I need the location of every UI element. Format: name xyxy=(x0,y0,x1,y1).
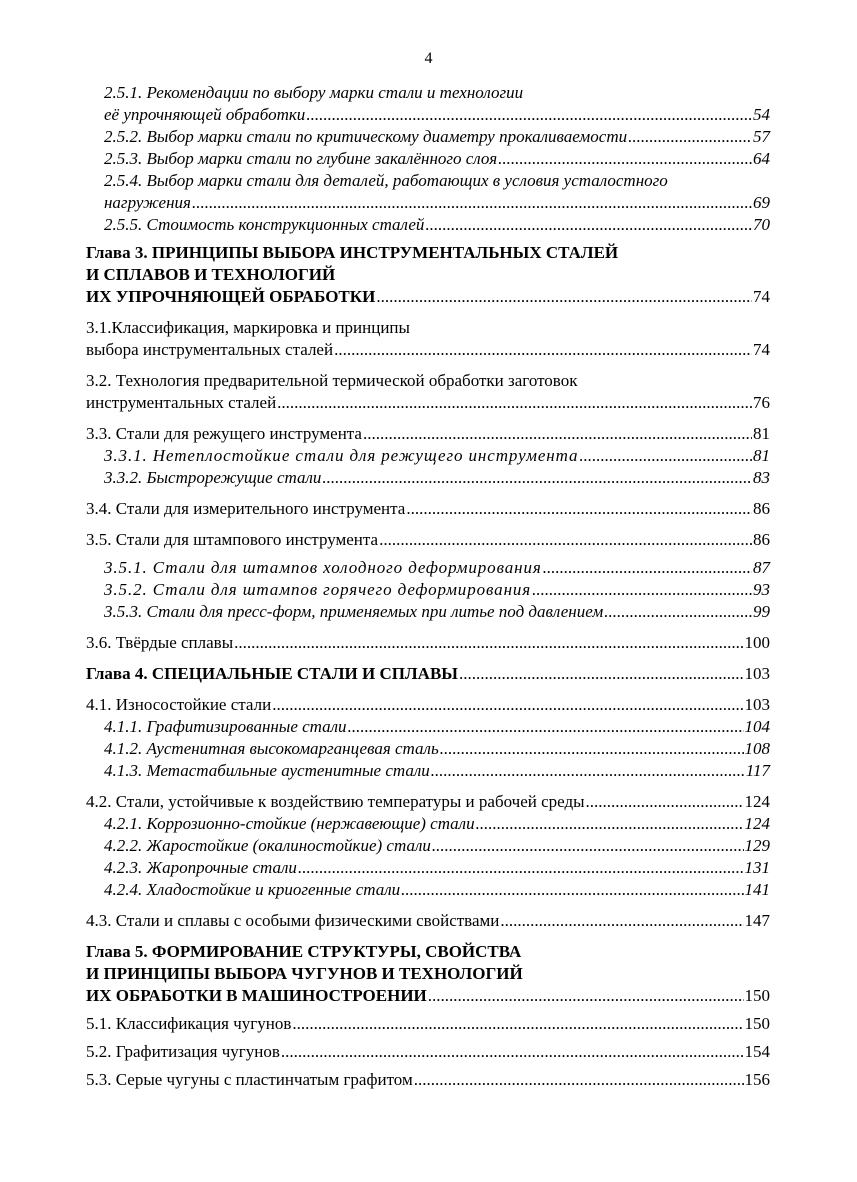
toc-2-5-4-line1: 2.5.4. Выбор марки стали для деталей, работающих в условия усталостного xyxy=(104,171,668,190)
toc-page: 99 xyxy=(753,602,770,621)
dot-leader xyxy=(604,601,752,623)
dot-leader xyxy=(306,104,752,126)
toc-title: 4.2.1. Коррозионно-стойкие (нержавеющие) стали xyxy=(104,814,475,833)
toc-entry-3-2 xyxy=(86,392,770,414)
toc-page: 86 xyxy=(753,499,770,518)
toc-title: 3.3.2. Быстрорежущие стали xyxy=(104,468,322,487)
toc-entry-4-1-1 xyxy=(86,716,770,738)
dot-leader xyxy=(428,985,744,1007)
dot-leader xyxy=(459,663,744,685)
toc-title: 3.4. Стали для измерительного инструмента xyxy=(86,499,406,518)
toc-page: 150 xyxy=(744,986,770,1005)
toc-page: 147 xyxy=(744,911,770,930)
toc-entry-3-5-3 xyxy=(86,601,770,623)
toc-page: 93 xyxy=(753,580,770,599)
dot-leader xyxy=(414,1069,744,1091)
toc-title: ИХ УПРОЧНЯЮЩЕЙ ОБРАБОТКИ xyxy=(86,287,376,306)
dot-leader xyxy=(192,192,752,214)
toc-title: инструментальных сталей xyxy=(86,393,277,412)
toc-entry-5-2 xyxy=(86,1041,770,1063)
toc-entry-4-1-3 xyxy=(86,760,770,782)
toc-title: её упрочняющей обработки xyxy=(104,105,306,124)
toc-title: 4.2. Стали, устойчивые к воздействию температуры и рабочей среды xyxy=(86,792,585,811)
toc-page: 131 xyxy=(744,858,770,877)
dot-leader xyxy=(440,738,744,760)
dot-leader xyxy=(579,445,752,467)
toc-page: 156 xyxy=(744,1070,770,1089)
toc-entry-4-3 xyxy=(86,910,770,932)
toc-page: 83 xyxy=(753,468,770,487)
toc-title: 4.1.1. Графитизированные стали xyxy=(104,717,347,736)
dot-leader xyxy=(476,813,744,835)
toc-entry-3-3-1 xyxy=(86,445,770,467)
toc-title: Глава 4. СПЕЦИАЛЬНЫЕ СТАЛИ И СПЛАВЫ xyxy=(86,664,458,683)
toc-page: 74 xyxy=(753,340,770,359)
dot-leader xyxy=(322,467,752,489)
chapter-5-line2: И ПРИНЦИПЫ ВЫБОРА ЧУГУНОВ И ТЕХНОЛОГИЙ xyxy=(86,964,523,983)
toc-title: 3.6. Твёрдые сплавы xyxy=(86,633,234,652)
toc-page: 64 xyxy=(753,149,770,168)
toc-entry-4-2-4 xyxy=(86,879,770,901)
toc-page: 154 xyxy=(744,1042,770,1061)
dot-leader xyxy=(628,126,752,148)
dot-leader xyxy=(432,835,744,857)
toc-title: 3.3. Стали для режущего инструмента xyxy=(86,424,362,443)
toc-3-1-line1: 3.1.Классификация, маркировка и принципы xyxy=(86,318,410,337)
toc-page: 76 xyxy=(753,393,770,412)
toc-page: 81 xyxy=(753,424,770,443)
dot-leader xyxy=(500,910,743,932)
chapter-5-line1: Глава 5. ФОРМИРОВАНИЕ СТРУКТУРЫ, СВОЙСТВА xyxy=(86,942,522,961)
toc-entry-3-1 xyxy=(86,339,770,361)
toc-entry-chapter-5 xyxy=(86,985,770,1007)
toc-entry-2-5-3 xyxy=(86,148,770,170)
dot-leader xyxy=(586,791,744,813)
toc-entry-chapter-3 xyxy=(86,286,770,308)
dot-leader xyxy=(406,498,752,520)
toc-entry-4-2-3 xyxy=(86,857,770,879)
table-of-contents xyxy=(86,82,770,1091)
toc-entry-2-5-5 xyxy=(86,214,770,236)
dot-leader xyxy=(543,557,752,579)
dot-leader xyxy=(401,879,743,901)
dot-leader xyxy=(298,857,744,879)
toc-page: 117 xyxy=(745,761,770,780)
toc-page: 69 xyxy=(753,193,770,212)
toc-page: 104 xyxy=(744,717,770,736)
toc-title: выбора инструментальных сталей xyxy=(86,340,334,359)
dot-leader xyxy=(363,423,752,445)
toc-title: 4.3. Стали и сплавы с особыми физическими свойствами xyxy=(86,911,500,930)
toc-title: ИХ ОБРАБОТКИ В МАШИНОСТРОЕНИИ xyxy=(86,986,427,1005)
toc-page: 81 xyxy=(753,446,770,465)
toc-3-2-line1: 3.2. Технология предварительной термической обработки заготовок xyxy=(86,371,578,390)
toc-title: 4.1.2. Аустенитная высокомарганцевая сталь xyxy=(104,739,439,758)
dot-leader xyxy=(281,1041,744,1063)
toc-entry-3-6 xyxy=(86,632,770,654)
toc-title: 5.3. Серые чугуны с пластинчатым графитом xyxy=(86,1070,413,1089)
dot-leader xyxy=(292,1013,743,1035)
toc-title: 4.1.3. Метастабильные аустенитные стали xyxy=(104,761,430,780)
toc-entry-3-5 xyxy=(86,529,770,551)
toc-2-5-1-line1: 2.5.1. Рекомендации по выбору марки стали и технологии xyxy=(104,83,524,102)
toc-entry-2-5-2 xyxy=(86,126,770,148)
toc-title: 2.5.2. Выбор марки стали по критическому диаметру прокаливаемости xyxy=(104,127,628,146)
toc-entry-3-3-2 xyxy=(86,467,770,489)
toc-entry-3-5-1 xyxy=(86,557,770,579)
toc-entry-3-4 xyxy=(86,498,770,520)
toc-title: 5.2. Графитизация чугунов xyxy=(86,1042,280,1061)
dot-leader xyxy=(348,716,744,738)
toc-page: 103 xyxy=(744,664,770,683)
toc-title: 5.1. Классификация чугунов xyxy=(86,1014,292,1033)
dot-leader xyxy=(379,529,752,551)
toc-entry-2-5-4 xyxy=(86,192,770,214)
toc-title: нагружения xyxy=(104,193,191,212)
toc-page: 108 xyxy=(744,739,770,758)
toc-entry-5-1 xyxy=(86,1013,770,1035)
dot-leader xyxy=(498,148,752,170)
toc-entry-3-3 xyxy=(86,423,770,445)
toc-entry-4-2-2 xyxy=(86,835,770,857)
toc-page: 54 xyxy=(753,105,770,124)
toc-title: 3.5.1. Стали для штампов холодного деформирования xyxy=(104,558,542,577)
toc-entry-chapter-4 xyxy=(86,663,770,685)
toc-entry-3-5-2 xyxy=(86,579,770,601)
toc-title: 4.2.2. Жаростойкие (окалиностойкие) стали xyxy=(104,836,431,855)
dot-leader xyxy=(272,694,743,716)
dot-leader xyxy=(277,392,752,414)
chapter-3-line1: Глава 3. ПРИНЦИПЫ ВЫБОРА ИНСТРУМЕНТАЛЬНЫХ СТАЛЕЙ xyxy=(86,243,619,262)
toc-title: 4.2.4. Хладостойкие и криогенные стали xyxy=(104,880,401,899)
dot-leader xyxy=(431,760,745,782)
toc-entry-4-1 xyxy=(86,694,770,716)
toc-page: 150 xyxy=(744,1014,770,1033)
dot-leader xyxy=(334,339,752,361)
toc-entry-4-2 xyxy=(86,791,770,813)
toc-entry-4-2-1 xyxy=(86,813,770,835)
toc-title: 3.5. Стали для штампового инструмента xyxy=(86,530,379,549)
toc-title: 3.3.1. Нетеплостойкие стали для режущего инструмента xyxy=(104,446,579,465)
toc-page: 124 xyxy=(744,814,770,833)
toc-page: 86 xyxy=(753,530,770,549)
toc-entry-4-1-2 xyxy=(86,738,770,760)
dot-leader xyxy=(425,214,752,236)
toc-page: 87 xyxy=(753,558,770,577)
page-number: 4 xyxy=(424,50,433,67)
dot-leader xyxy=(532,579,752,601)
toc-title: 4.2.3. Жаропрочные стали xyxy=(104,858,297,877)
dot-leader xyxy=(376,286,752,308)
toc-entry-5-3 xyxy=(86,1069,770,1091)
toc-page: 124 xyxy=(744,792,770,811)
toc-title: 2.5.5. Стоимость конструкционных сталей xyxy=(104,215,425,234)
toc-page: 141 xyxy=(744,880,770,899)
dot-leader xyxy=(234,632,743,654)
chapter-3-line2: И СПЛАВОВ И ТЕХНОЛОГИЙ xyxy=(86,265,336,284)
toc-page: 74 xyxy=(753,287,770,306)
toc-page: 129 xyxy=(744,836,770,855)
toc-page: 103 xyxy=(744,695,770,714)
toc-page: 70 xyxy=(753,215,770,234)
toc-page: 100 xyxy=(744,633,770,652)
toc-title: 4.1. Износостойкие стали xyxy=(86,695,272,714)
toc-title: 3.5.3. Стали для пресс-форм, применяемых при литье под давлением xyxy=(104,602,604,621)
toc-title: 2.5.3. Выбор марки стали по глубине закалённого слоя xyxy=(104,149,498,168)
toc-entry-2-5-1 xyxy=(86,104,770,126)
toc-title: 3.5.2. Стали для штампов горячего деформирования xyxy=(104,580,532,599)
toc-page: 57 xyxy=(753,127,770,146)
